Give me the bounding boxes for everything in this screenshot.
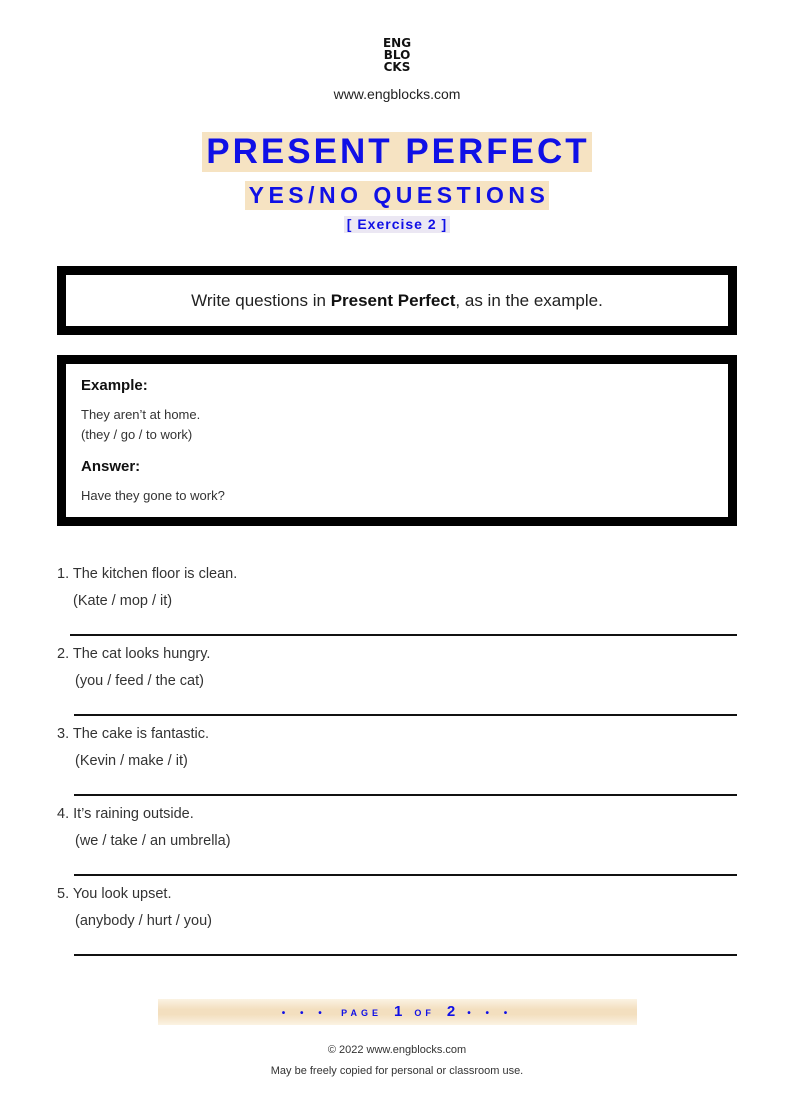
current-page-number: 1	[394, 1003, 403, 1020]
copyright-text: © 2022 www.engblocks.com	[327, 1044, 467, 1056]
page-indicator	[158, 999, 637, 1025]
answer-line[interactable]	[74, 794, 737, 796]
question-sentence: 3. The cake is fantastic.	[57, 726, 210, 742]
dots-left: • • •	[281, 1008, 328, 1019]
answer-label: Answer:	[81, 458, 141, 475]
logo-line: CKS	[383, 60, 411, 74]
worksheet-subtitle: YES/NO QUESTIONS	[245, 181, 550, 210]
question-sentence: 2. The cat looks hungry.	[57, 646, 211, 662]
answer-line[interactable]	[74, 874, 737, 876]
logo-line: BLO	[383, 48, 411, 62]
answer-line[interactable]	[74, 954, 737, 956]
total-pages-number: 2	[446, 1003, 456, 1020]
dots-right: • • •	[467, 1008, 514, 1019]
question-sentence: 5. You look upset.	[57, 886, 172, 902]
exercise-label: [ Exercise 2 ]	[344, 216, 450, 233]
instructions-after: , as in the example.	[455, 291, 603, 310]
example-label: Example:	[81, 377, 148, 394]
worksheet-title: PRESENT PERFECT	[202, 132, 591, 172]
question-sentence: 4. It’s raining outside.	[57, 806, 194, 822]
question-prompt: (you / feed / the cat)	[75, 673, 204, 689]
question-prompt: (Kate / mop / it)	[73, 593, 173, 609]
answer-line[interactable]	[70, 634, 737, 636]
question-prompt: (anybody / hurt / you)	[75, 913, 213, 929]
question-prompt: (Kevin / make / it)	[75, 753, 188, 769]
instructions-before: Write questions in	[191, 291, 331, 310]
example-box	[57, 355, 737, 526]
example-prompt: (they / go / to work)	[81, 427, 193, 442]
question-sentence: 1. The kitchen floor is clean.	[57, 566, 238, 582]
answer-line[interactable]	[74, 714, 737, 716]
instructions-box	[57, 266, 737, 335]
logo-line: ENG	[382, 36, 412, 50]
question-prompt: (we / take / an umbrella)	[75, 833, 231, 849]
license-text: May be freely copied for personal or classroom use.	[270, 1065, 524, 1077]
example-answer: Have they gone to work?	[81, 488, 225, 503]
example-sentence: They aren’t at home.	[81, 407, 201, 422]
page-word: PAGE	[341, 1008, 382, 1018]
site-url: www.engblocks.com	[333, 86, 461, 102]
instructions-bold: Present Perfect	[330, 291, 456, 310]
engblocks-logo	[0, 37, 794, 73]
instructions-text	[66, 275, 728, 326]
of-word: OF	[414, 1008, 435, 1018]
